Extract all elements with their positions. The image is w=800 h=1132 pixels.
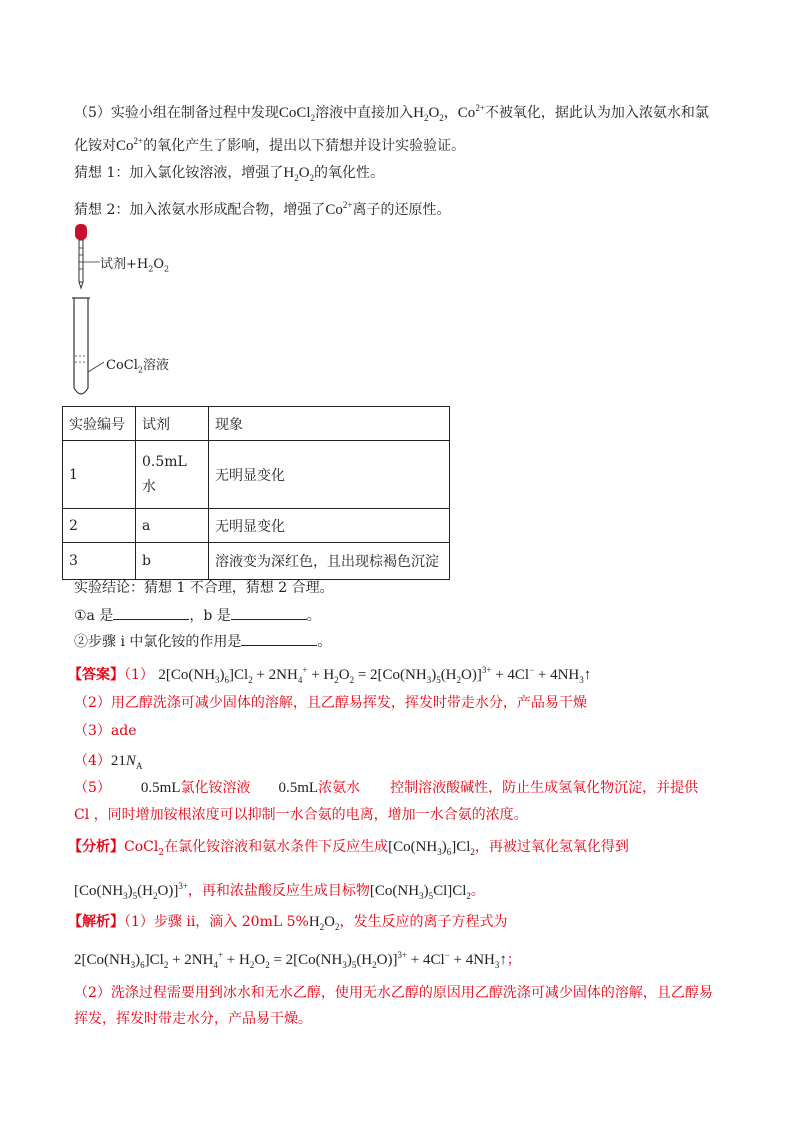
formula-co-nh3-5-h2o: $[Co(NH_3)_5(H_2O)]^{3+}$ bbox=[74, 881, 188, 901]
formula-target-product: $[Co(NH_3)_5Cl]Cl_2$ bbox=[369, 883, 471, 901]
question-5-line1: （5）实验小组在制备过程中发现CoCl$_2$溶液中直接加入$H_2O_2$，$Co^{2+}$不被氧化，据此认为加入浓氨水和氯 bbox=[74, 103, 709, 123]
answer-4: $(4)21N_A$ bbox=[74, 753, 143, 771]
cell-id: 1 bbox=[63, 441, 136, 509]
guess-1: 猜想 1：加入氯化铵溶液，增强了$H_2O_2$的氧化性。 bbox=[74, 165, 385, 183]
formula-co-nh3-6-cl2: $[Co(NH_3)_6]Cl_2$ bbox=[388, 839, 475, 857]
cell-phenomenon: 溶液变为深红色，且出现棕褐色沉淀 bbox=[209, 543, 450, 580]
answer-blank[interactable] bbox=[113, 605, 189, 620]
conclusion: 实验结论：猜想 1 不合理，猜想 2 合理。 bbox=[74, 580, 334, 596]
answer-tag: 【答案】 bbox=[68, 667, 124, 683]
header-cell: 试剂 bbox=[136, 407, 209, 441]
solution-2-line2: 挥发，挥发时带走水分，产品易干燥。 bbox=[74, 1011, 312, 1027]
formula-h2o2: $H_2O_2$ bbox=[308, 914, 340, 932]
answer-2: （2）用乙醇洗涤可减少固体的溶解，且乙醇易挥发，挥发时带走水分，产品易干燥 bbox=[74, 695, 587, 711]
dropper-and-tube-icon bbox=[68, 222, 108, 402]
cell-id: 2 bbox=[63, 509, 136, 543]
formula-cocl2: CoCl$_2$ bbox=[278, 105, 316, 123]
equation-1: $2[Co(NH_3)_6]Cl_2 + 2NH_4^+ + H_2O_2 = 2[Co(NH_3)_5(H_2O)]^{3+} + 4Cl^-$ + $4NH_3↑$ bbox=[158, 665, 592, 685]
cell-reagent: 0.5mL 水 bbox=[136, 441, 209, 509]
solution-equation: $2[Co(NH_3)_6]Cl_2 + 2NH_4^+ + H_2O_2 = 2[Co(NH_3)_5(H_2O)]^{3+} + 4Cl^-$ + $4NH_3↑$； bbox=[74, 950, 521, 970]
analysis-tag: 【分析】 bbox=[68, 839, 124, 855]
analysis-line1: 【分析】CoCl$_2$在氯化铵溶液和氨水条件下反应生成$[Co(NH_3)_6]Cl_2$，再被过氧化氢氧化得到 bbox=[68, 839, 629, 858]
table-header-row bbox=[63, 407, 450, 441]
dropper-label: 试剂$+H_2O_2$ bbox=[100, 257, 170, 274]
table-row bbox=[63, 441, 450, 509]
equation-1-repeat: $2[Co(NH_3)_6]Cl_2 + 2NH_4^+ + H_2O_2 = 2[Co(NH_3)_5(H_2O)]^{3+} + 4Cl^-$ + $4NH_3↑$ bbox=[74, 950, 507, 970]
solution-tag: 【解析】 bbox=[68, 914, 124, 930]
question-a-b: ①a 是 ，b 是 。 bbox=[74, 605, 321, 626]
solution-line1: 【解析】（1）步骤 ii，滴入 20mL $5\%H_2O_2$，发生反应的离子方程式为 bbox=[68, 914, 508, 932]
answer-5: （5） 0.5mL氯化铵溶液 0.5mL浓氨水 控制溶液酸碱性，防止生成氢氧化物沉淀，并提供 bbox=[74, 780, 699, 796]
tube-label: CoCl$_2$溶液 bbox=[106, 358, 169, 375]
cell-phenomenon: 无明显变化 bbox=[209, 441, 450, 509]
question-5-line2: 化铵对$Co^{2+}$的氧化产生了影响，提出以下猜想并设计实验验证。 bbox=[74, 136, 466, 154]
table-row bbox=[63, 543, 450, 580]
question-ammonium-role: ②步骤 i 中氯化铵的作用是 。 bbox=[74, 631, 331, 652]
answer-1: 【答案】（1） $2[Co(NH_3)_6]Cl_2 + 2NH_4^+ + H_2O_2 = 2[Co(NH_3)_5(H_2O)]^{3+} + 4Cl^-$ + $4NH_3↑$ bbox=[68, 665, 592, 685]
formula-co2plus: $Co^{2+}$ bbox=[457, 103, 485, 121]
table-row bbox=[63, 509, 450, 543]
answer-blank[interactable] bbox=[241, 631, 317, 646]
answer-3: （3）ade bbox=[74, 723, 137, 739]
formula-h2o2: $H_2O_2$ bbox=[413, 105, 444, 123]
solution-2-line1: （2）洗涤过程需要用到冰水和无水乙醇，使用无水乙醇的原因用乙醇洗涤可减少固体的溶解，且乙醇易 bbox=[74, 985, 713, 1001]
answer-5-line2: Cl ，同时增加铵根浓度可以抑制一水合氨的电离，增加一水合氨的浓度。 bbox=[74, 807, 528, 823]
analysis-line2: $[Co(NH_3)_5(H_2O)]^{3+}$，再和浓盐酸反应生成目标物$[Co(NH_3)_5Cl]Cl_2$。 bbox=[74, 881, 485, 901]
experiment-table bbox=[62, 406, 450, 580]
formula-co2plus: $Co^{2+}$ bbox=[116, 136, 144, 154]
formula-h2o2: $H_2O_2$ bbox=[283, 165, 315, 183]
formula-co2plus: $Co^{2+}$ bbox=[325, 200, 353, 218]
cell-reagent: a bbox=[136, 509, 209, 543]
cell-id: 3 bbox=[63, 543, 136, 580]
header-cell: 现象 bbox=[209, 407, 450, 441]
header-cell: 实验编号 bbox=[63, 407, 136, 441]
cell-reagent: b bbox=[136, 543, 209, 580]
apparatus-figure bbox=[68, 222, 188, 402]
answer-blank[interactable] bbox=[231, 605, 307, 620]
cell-phenomenon: 无明显变化 bbox=[209, 509, 450, 543]
guess-2: 猜想 2：加入浓氨水形成配合物，增强了$Co^{2+}$离子的还原性。 bbox=[74, 200, 451, 218]
